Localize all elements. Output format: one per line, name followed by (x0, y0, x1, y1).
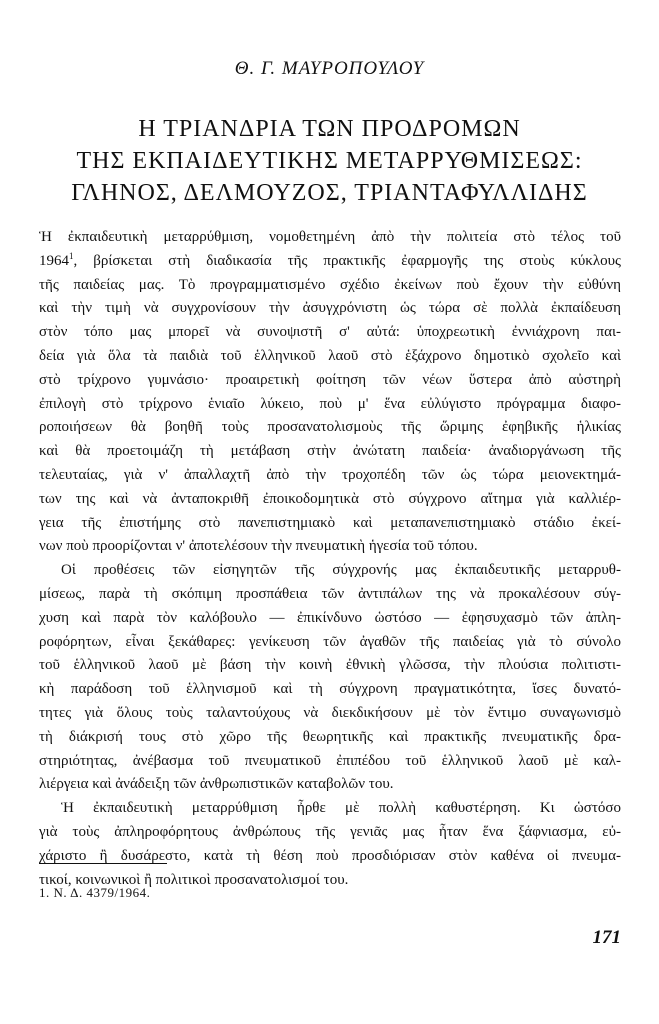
text-line: των της καὶ νὰ ἀνταποκριθῆ ἐποικοδομητικὰ στὸ σύγχρονο αἴτημα γιὰ καλλιέρ- (39, 490, 621, 507)
text-line: τελευταίας, γιὰ ν' ἀπαλλαχτῆ ἀπὸ τὴν τροχοπέδη τῶν ὡς τώρα μειονεκτημά- (39, 466, 621, 483)
text-line-rest: , βρίσκεται στὴ διαδικασία τῆς πρακτικῆς ἐφαρμογῆς της στοὺς κύκλους (73, 252, 621, 269)
article-title (20, 113, 639, 209)
text-line: τητες γιὰ ὅλους τοὺς ταλαντούχους νὰ διεκδικήσουν μὲ τὸν ἔντιμο συναγωνισμὸ (39, 704, 621, 721)
footnote-divider (39, 863, 167, 864)
title-line: ΤΗΣ ΕΚΠΑΙΔΕΥΤΙΚΗΣ ΜΕΤΑΡΡΥΘΜΙΣΕΩΣ: (76, 148, 583, 174)
page-number: 171 (592, 927, 621, 948)
footnote: 1. Ν. Δ. 4379/1964. (39, 885, 151, 900)
text-line: στὸν τόπο μας μπορεῖ νὰ συνοψιστῆ σ' αὐτά: ὑποχρεωτικὴ ἐννιάχρονη παι- (39, 324, 621, 341)
text-line: μίσεως, παρὰ τὴ σκόπιμη προσπάθεια τῶν ἀντιπάλων της νὰ προκαλέσουν σύγ- (39, 585, 621, 602)
text-line: τῆς παιδείας μας. Τὸ προγραμματισμένο σχέδιο ἐκείνων ποὺ ἔχουν τὴν εὐθύνη (39, 276, 621, 293)
text-line: νων ποὺ προορίζονται ν' ἀποτελέσουν τὴν πνευματικὴ ἡγεσία τοῦ τόπου. (39, 538, 478, 555)
text-line: τοῦ ἑλληνικοῦ λαοῦ μὲ βάση τὴν κοινὴ ἐθνικὴ γλῶσσα, τὴν πλούσια πολιτιστι- (39, 657, 621, 674)
article-body (39, 226, 621, 892)
text-line: στὸ τρίχρονο γυμνάσιο· προαιρετικὴ φοίτηση τῶν νέων ὕστερα ἀπὸ αὐστηρὴ (39, 371, 621, 388)
title-line: Η ΤΡΙΑΝΔΡΙΑ ΤΩΝ ΠΡΟΔΡΟΜΩΝ (138, 116, 521, 142)
text-line: ροφόρητων, εἶναι ξεκάθαρες: γενίκευση τῶν ἀγαθῶν τῆς παιδείας γιὰ τὸ σύνολο (39, 633, 621, 650)
text-line: λιέργεια καὶ ἀνάδειξη τῶν ἀνθρωπιστικῶν καταβολῶν του. (39, 776, 394, 793)
title-line: ΓΛΗΝΟΣ, ΔΕΛΜΟΥΖΟΣ, ΤΡΙΑΝΤΑΦΥΛΛΙΔΗΣ (71, 180, 588, 206)
year-text: 1964 (39, 252, 69, 269)
text-line: γιὰ τοὺς ἀπληροφόρητους ἀνθρώπους τῆς γενιᾶς μας ἦταν ἕνα ξάφνιασμα, εὐ- (39, 823, 621, 840)
text-line-with-footnote (39, 250, 621, 274)
text-line: κὴ παράδοση τοῦ ἑλληνισμοῦ καὶ τὴ σύγχρονη πραγματικότητα, ἴσες δυνατό- (39, 681, 621, 698)
text-line: χάριστο ἢ δυσάρεστο, κατὰ τὴ θέση ποὺ προσδιόρισαν στὸν καθένα οἱ πνευμα- (39, 847, 621, 864)
author-name: Θ. Γ. ΜΑΥΡΟΠΟΥΛΟΥ (234, 58, 425, 79)
footnote-reference: 1 (69, 250, 74, 261)
text-line: στηριότητας, ἀνέβασμα τοῦ πνευματικοῦ ἐπιπέδου τοῦ ἑλληνικοῦ λαοῦ μὲ καλ- (39, 752, 621, 769)
text-line: Ἡ ἐκπαιδευτικὴ μεταρρύθμιση, νομοθετημένη ἀπὸ τὴν πολιτεία στὸ τέλος τοῦ (39, 229, 621, 245)
text-line: γεια τῆς ἐπιστήμης στὸ πανεπιστημιακὸ καὶ μεταπανεπιστημιακὸ στάδιο ἐκεί- (39, 514, 621, 531)
text-line: τικοί, κοινωνικοὶ ἢ πολιτικοὶ προσανατολισμοί του. (39, 871, 349, 888)
text-line: καὶ θὰ προετοιμάζη τὴ μετάβαση στὴν ἀνώτατη παιδεία· ἀναδιοργάνωση τῆς (39, 443, 621, 460)
text-line: δεία γιὰ ὅλα τὰ παιδιὰ τοῦ ἑλληνικοῦ λαοῦ στὸ ἑξάχρονο δημοτικὸ σχολεῖο καὶ (39, 347, 621, 364)
text-line: τὴ διάκρισή τους στὸ χῶρο τῆς θεωρητικῆς καὶ πρακτικῆς πνευματικῆς δρα- (39, 728, 621, 745)
text-line: καὶ τὴν τιμὴ νὰ συγχρονίσουν τὴν ἀσυγχρόνιστη ὡς τώρα σὲ πολλὰ ἐκπαίδευση (39, 300, 621, 317)
text-line: ἐπιλογὴ στὸ τρίχρονο ἑνιαῖο λύκειο, ποὺ μ' ἕνα εὐλύγιστο πρόγραμμα διαφο- (39, 395, 621, 412)
text-line: χυση καὶ παρὰ τὸν καλόβουλο — ἐπικίνδυνο ὡστόσο — ἐφησυχασμὸ τῶν ἀπλη- (39, 609, 621, 626)
text-line: ροποιήσεων θὰ βοηθῆ τοὺς προσανατολισμοὺς τῆς ὥριμης ἐφηβικῆς ἡλικίας (39, 419, 621, 436)
text-line: Οἱ προθέσεις τῶν εἰσηγητῶν τῆς σύγχρονής μας ἐκπαιδευτικῆς μεταρρυθ- (61, 562, 621, 579)
text-line: Ἡ ἐκπαιδευτικὴ μεταρρύθμιση ἦρθε μὲ πολλὴ καθυστέρηση. Κι ὡστόσο (61, 800, 621, 817)
